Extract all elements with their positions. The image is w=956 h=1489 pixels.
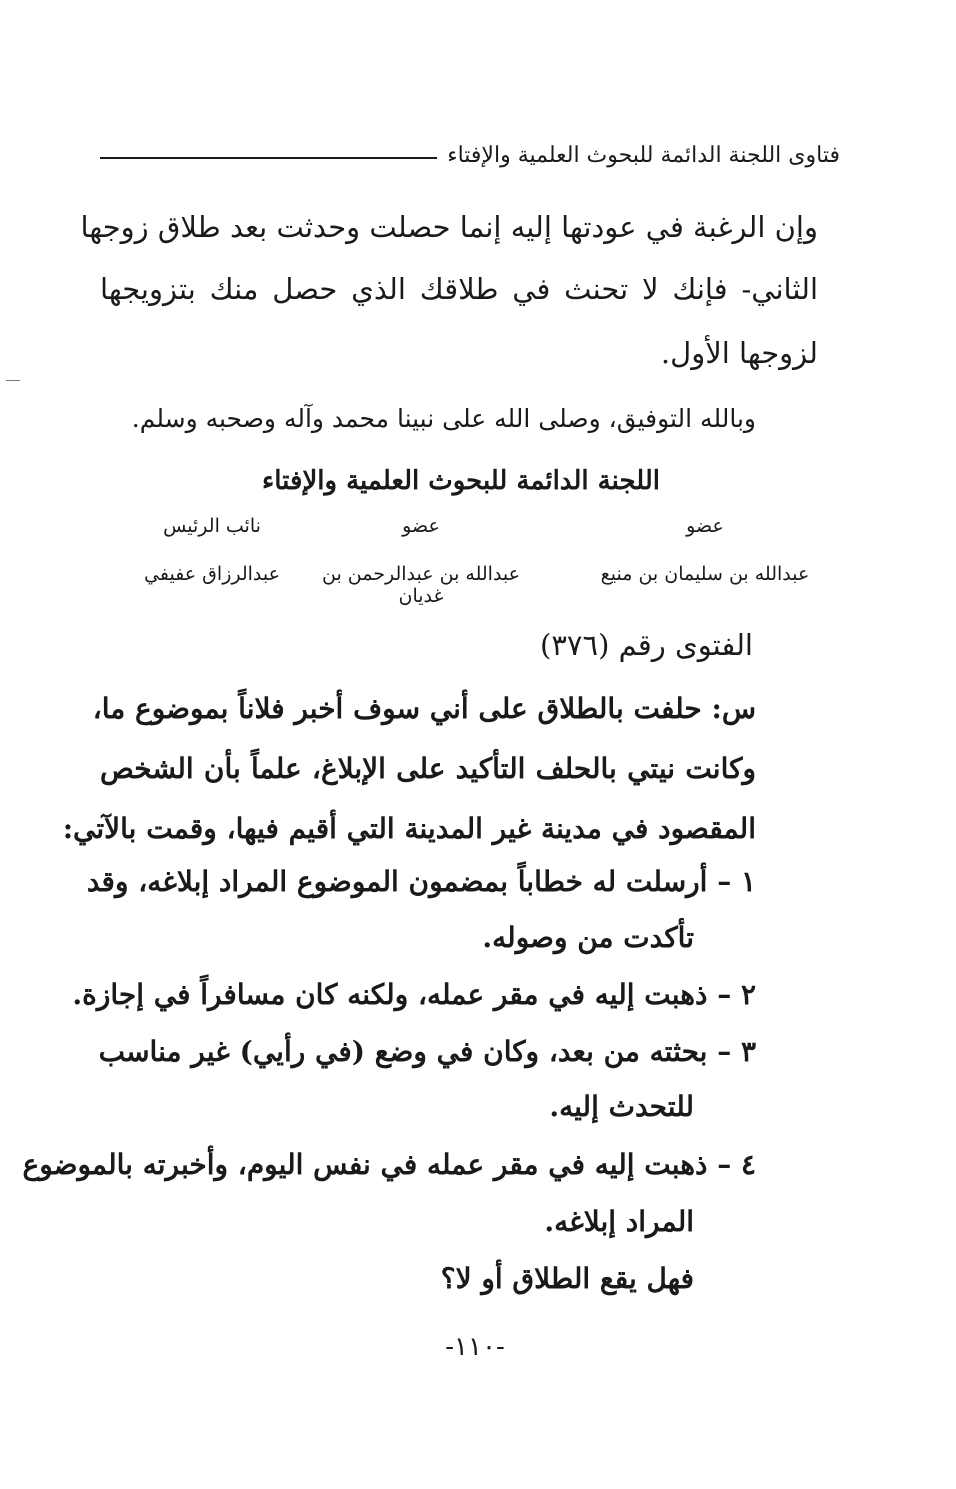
question-final: فهل يقع الطلاق أو لا؟ (440, 1262, 694, 1295)
question-line-3: المقصود في مدينة غير المدينة التي أقيم فيها، وقمت بالآتي: (62, 812, 756, 845)
answer-line-2: الثاني- فإنك لا تحنث في طلاقك الذي حصل منك بتزويجها (100, 272, 818, 306)
question-item-3-cont: للتحدث إليه. (549, 1090, 694, 1123)
header-title: فتاوى اللجنة الدائمة للبحوث العلمية والإفتاء (447, 142, 840, 168)
signature-name-3: عبدالرزاق عفيفي (144, 563, 280, 585)
question-line-2: وكانت نيتي بالحلف التأكيد على الإبلاغ، علماً بأن الشخص (100, 752, 756, 785)
closing-line: وبالله التوفيق، وصلى الله على نبينا محمد وآله وصحبه وسلم. (131, 404, 756, 433)
signature-role-2: عضو (402, 515, 440, 537)
committee-title: اللجنة الدائمة للبحوث العلمية والإفتاء (262, 466, 660, 496)
question-item-2: ٢ – ذهبت إليه في مقر عمله، ولكنه كان مسافراً في إجازة. (72, 978, 756, 1011)
question-item-1: ١ – أرسلت له خطاباً بمضمون الموضوع المراد إبلاغه، وقد (86, 865, 756, 898)
signature-name-2: عبدالله بن عبدالرحمن بن غديان (322, 563, 520, 607)
answer-line-3: لزوجها الأول. (660, 336, 818, 370)
question-line-1: س: حلفت بالطلاق على أني سوف أخبر فلاناً بموضوع ما، (92, 692, 756, 725)
page-number: -١١٠- (445, 1332, 505, 1362)
fatwa-number: الفتوى رقم (٣٧٦) (540, 628, 753, 662)
signature-role-1: عضو (686, 515, 724, 537)
answer-line-1: وإن الرغبة في عودتها إليه إنما حصلت وحدثت بعد طلاق زوجها (80, 210, 818, 244)
signature-role-3: نائب الرئيس (163, 515, 261, 537)
signature-name-1: عبدالله بن سليمان بن منيع (600, 563, 810, 585)
margin-mark (6, 380, 20, 381)
running-header (100, 138, 840, 172)
question-item-1-cont: تأكدت من وصوله. (482, 921, 694, 954)
header-rule (100, 157, 437, 159)
question-item-3: ٣ – بحثته من بعد، وكان في وضع (في رأيي) غير مناسب (98, 1035, 756, 1068)
question-item-4: ٤ – ذهبت إليه في مقر عمله في نفس اليوم، وأخبرته بالموضوع (22, 1148, 756, 1181)
question-item-4-cont: المراد إبلاغه. (544, 1205, 694, 1238)
